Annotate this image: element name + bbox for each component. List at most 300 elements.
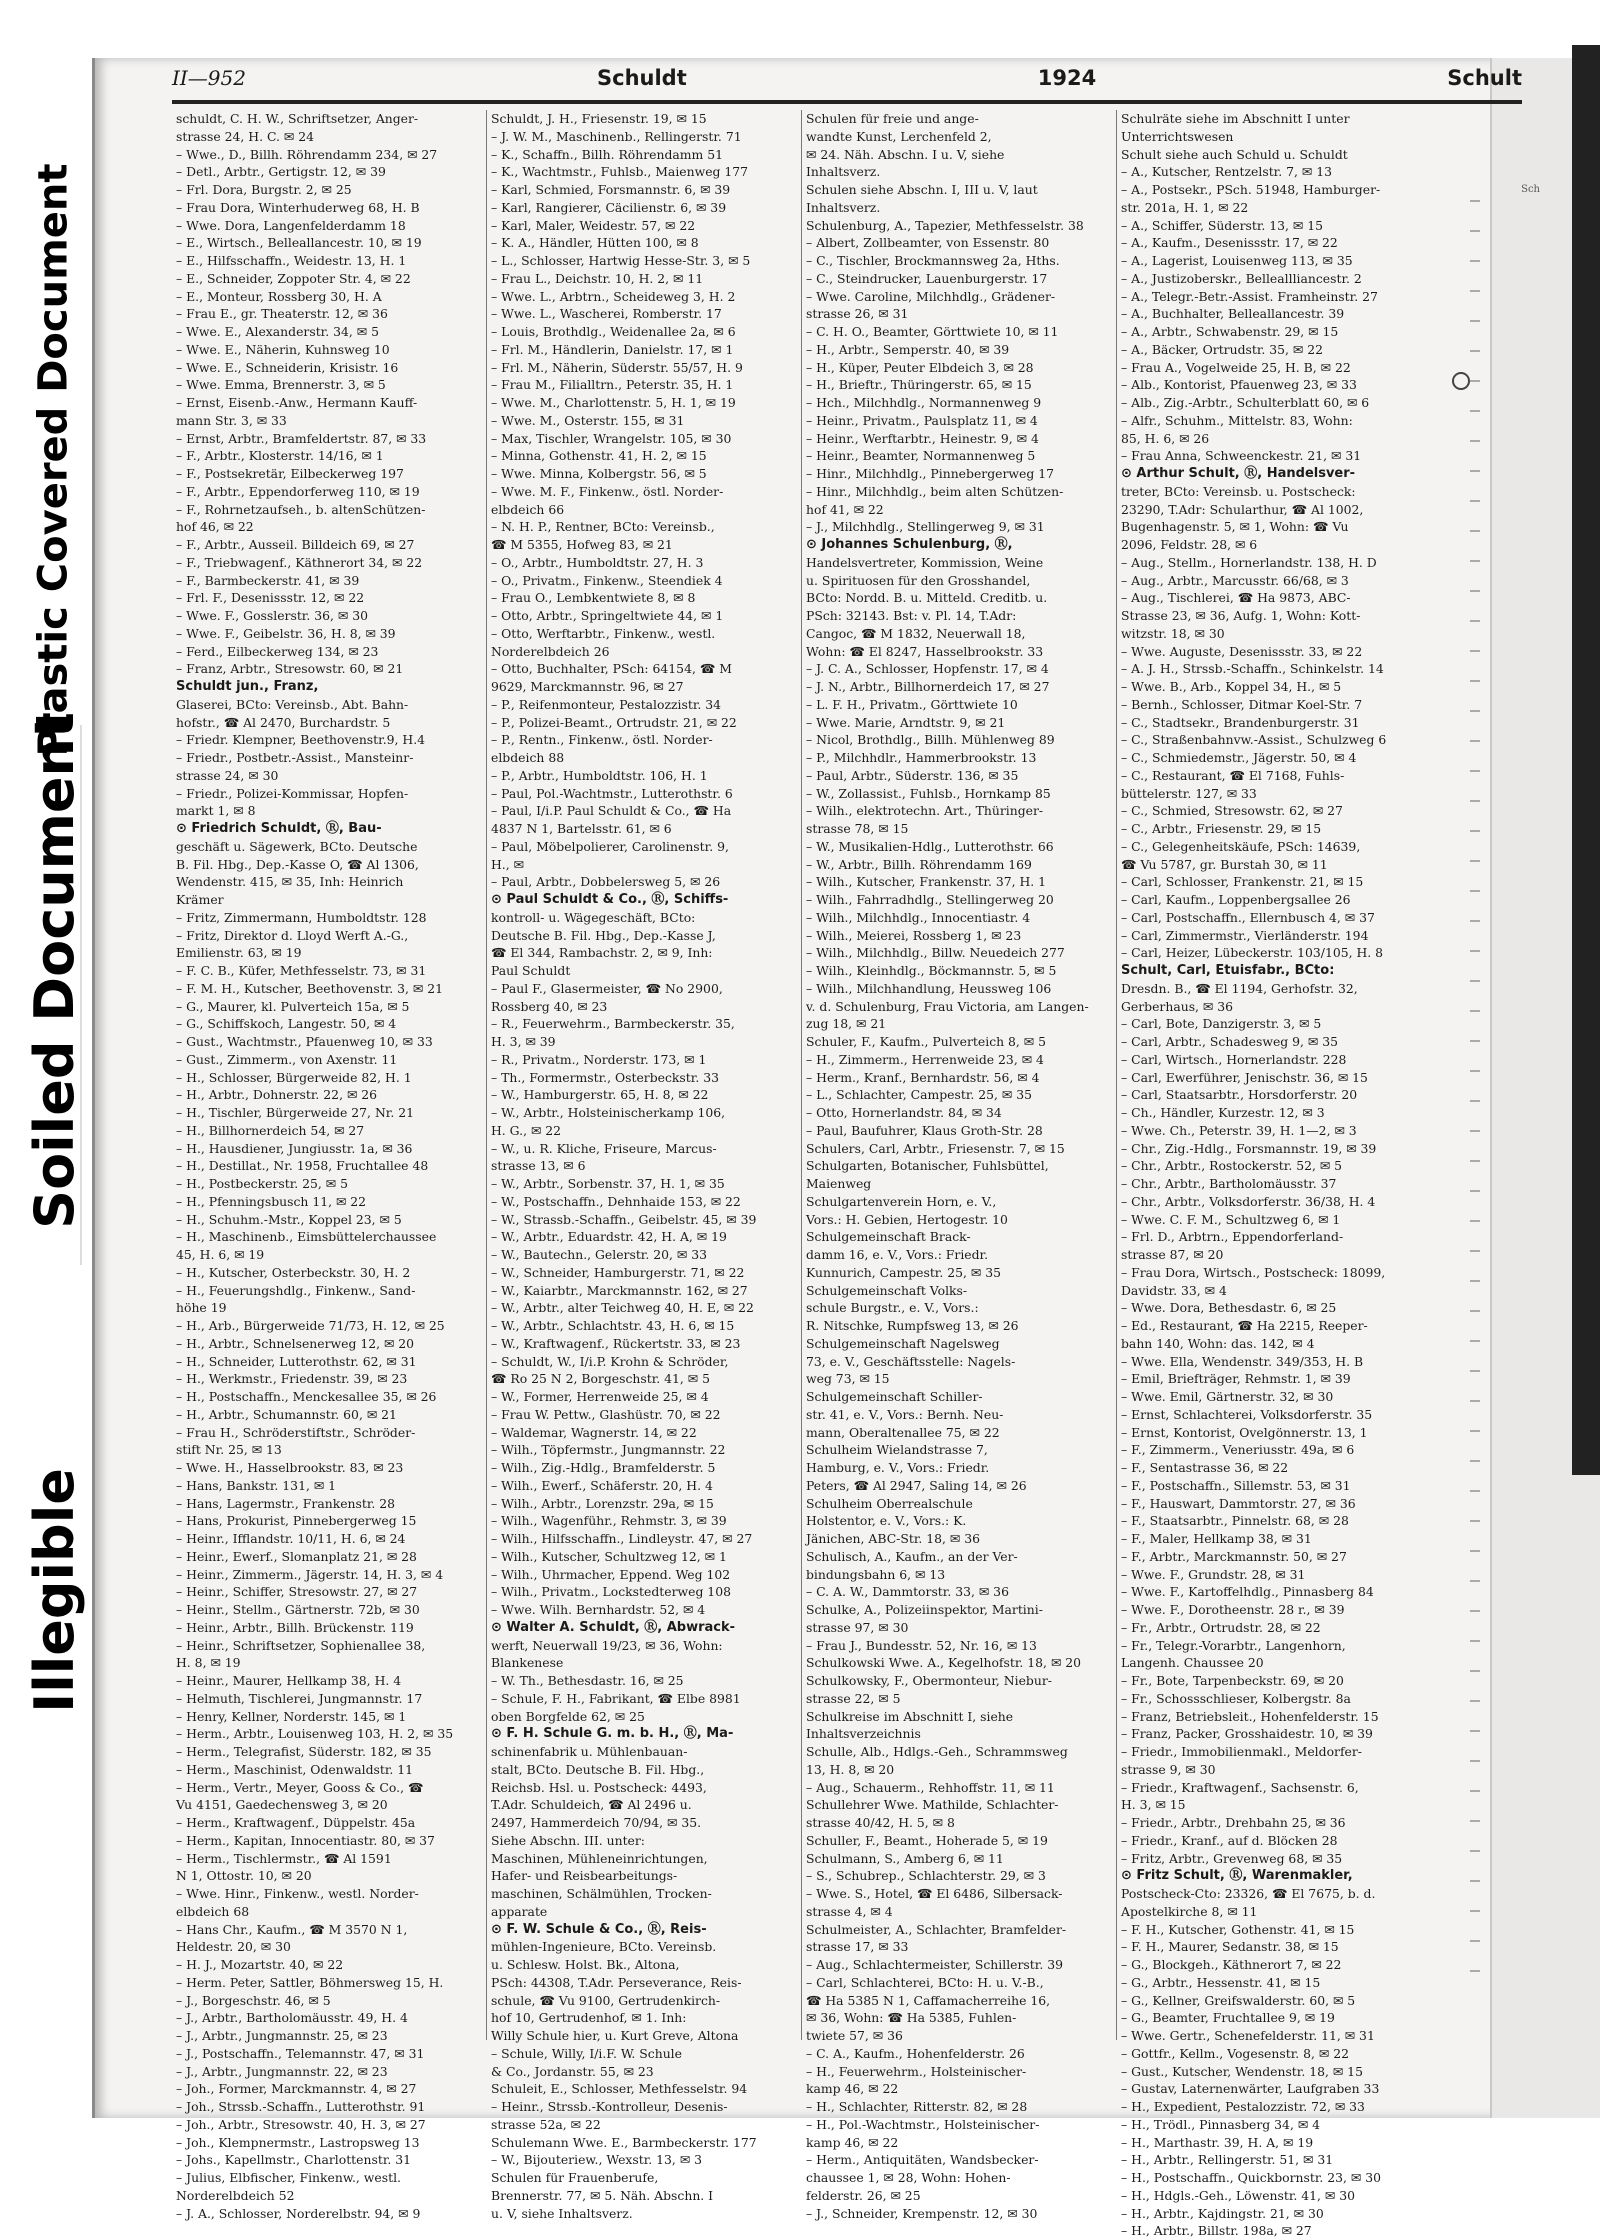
directory-entry: – C., Gelegenheitskäufe, PSch: 14639, (1121, 838, 1361, 854)
directory-entry: Emilienstr. 63, ✉ 19 (176, 945, 302, 961)
directory-entry: Schulen für freie und ange- (806, 111, 979, 126)
directory-entry: T.Adr. Schuldeich, ☎ Al 2496 u. (491, 1797, 692, 1813)
directory-entry: markt 1, ✉ 8 (176, 803, 256, 819)
directory-entry: strasse 40/42, H. 5, ✉ 8 (806, 1815, 955, 1830)
directory-entry: Schulle, Alb., Hdlgs.-Geh., Schrammsweg (806, 1744, 1068, 1759)
directory-entry: 2096, Feldstr. 28, ✉ 6 (1121, 537, 1258, 552)
directory-entry: Maienweg (806, 1176, 872, 1191)
directory-entry: – Heinr., Beamter, Normannenweg 5 (806, 448, 1036, 464)
directory-entry: 2497, Hammerdeich 70/94, ✉ 35. (491, 1815, 702, 1830)
directory-entry: – Wilh., Wagenführ., Rehmstr. 3, ✉ 39 (491, 1513, 727, 1529)
directory-entry: – Wwe. F., Geibelstr. 36, H. 8, ✉ 39 (176, 625, 396, 641)
directory-entry: wandte Kunst, Lerchenfeld 2, (806, 128, 992, 144)
directory-entry: – J., Milchhdlg., Stellingerweg 9, ✉ 31 (806, 519, 1045, 535)
directory-entry: Schulers, Carl, Arbtr., Friesenstr. 7, ✉ 15 (806, 1140, 1065, 1156)
directory-entry: elbdeich 68 (176, 1903, 250, 1919)
column-1 (172, 110, 487, 2221)
directory-entry: – Henry, Kellner, Norderstr. 145, ✉ 1 (176, 1708, 407, 1724)
directory-entry: strasse 22, ✉ 5 (806, 1690, 901, 1706)
directory-entry: – Hch., Milchhdlg., Normannenweg 9 (806, 395, 1042, 410)
directory-entry: Schulkowski Wwe. A., Kegelhofstr. 18, ✉ 20 (806, 1655, 1082, 1671)
directory-entry: – Paul, Möbelpolierer, Carolinenstr. 9, (491, 838, 729, 854)
directory-entry: – Ch., Händler, Kurzestr. 12, ✉ 3 (1121, 1105, 1325, 1120)
directory-entry: – Frl. F., Desenissstr. 12, ✉ 22 (176, 590, 365, 606)
directory-entry: – Hans Chr., Kaufm., ☎ M 3570 N 1, (176, 1921, 408, 1937)
directory-entry: – F., Arbtr., Marckmannstr. 50, ✉ 27 (1121, 1548, 1347, 1564)
directory-entry: ⊙ Arthur Schult, Ⓡ, Handelsver- (1121, 466, 1356, 481)
directory-entry: – H., Werkmstr., Friedenstr. 39, ✉ 23 (176, 1371, 408, 1387)
directory-entry: – J., Arbtr., Bartholomäusstr. 49, H. 4 (176, 2010, 408, 2026)
directory-entry: – J. N., Arbtr., Billhornerdeich 17, ✉ 27 (806, 679, 1050, 694)
directory-entry: – C., Straßenbahnvw.-Assist., Schulzweg 6 (1121, 732, 1387, 748)
directory-entry: – W., Arbtr., Sorbenstr. 37, H. 1, ✉ 35 (491, 1176, 725, 1191)
directory-entry: Schulke, A., Polizeiinspektor, Martini- (806, 1602, 1043, 1617)
directory-entry: Schulkreise im Abschnitt I, siehe (806, 1708, 1014, 1724)
directory-entry: Hamburg, e. V., Vors.: Friedr. (806, 1460, 990, 1475)
directory-entry: Schulenburg, A., Tapezier, Methfesselstr. 38 (806, 217, 1084, 233)
directory-entry: kamp 46, ✉ 22 (806, 2134, 899, 2150)
directory-entry: – Wwe. C. F. M., Schultzweg 6, ✉ 1 (1121, 1211, 1341, 1227)
directory-entry: – Wwe. Ella, Wendenstr. 349/353, H. B (1121, 1353, 1364, 1369)
directory-entry: – Detl., Arbtr., Gertigstr. 12, ✉ 39 (176, 164, 386, 180)
directory-entry: – Wwe. Minna, Kolbergstr. 56, ✉ 5 (491, 466, 707, 481)
directory-entry: – H., Expedient, Pestalozzistr. 72, ✉ 33 (1121, 2099, 1365, 2114)
directory-entry: – Otto, Hornerlandstr. 84, ✉ 34 (806, 1105, 1002, 1120)
directory-entry: – Heinr., Maurer, Hellkamp 38, H. 4 (176, 1673, 402, 1688)
directory-entry: – G., Beamter, Fruchtallee 9, ✉ 19 (1121, 2010, 1335, 2026)
directory-entry: – Friedr., Arbtr., Drehbahn 25, ✉ 36 (1121, 1815, 1346, 1830)
directory-entry: Inhaltsverzeichnis (806, 1726, 921, 1742)
directory-entry: – Ernst, Schlachterei, Volksdorferstr. 35 (1121, 1406, 1373, 1422)
directory-entry: – L., Schlachter, Campestr. 25, ✉ 35 (806, 1087, 1032, 1103)
directory-entry: ☎ M 5355, Hofweg 83, ✉ 21 (491, 537, 673, 552)
directory-entry: – Wwe. H., Hasselbrookstr. 83, ✉ 23 (176, 1460, 404, 1475)
directory-entry: Davidstr. 33, ✉ 4 (1121, 1282, 1227, 1298)
directory-entry: – Helmuth, Tischlerei, Jungmannstr. 17 (176, 1690, 423, 1706)
directory-entry: – H., Arbtr., Semperstr. 40, ✉ 39 (806, 341, 1010, 357)
directory-entry: – Franz, Packer, Grosshaidestr. 10, ✉ 39 (1121, 1726, 1373, 1742)
directory-entry: – H., Feuerungshdlg., Finkenw., Sand- (176, 1282, 416, 1298)
directory-entry: u. Spirituosen für den Grosshandel, (806, 572, 1031, 588)
directory-entry: ⊙ Paul Schuldt & Co., Ⓡ, Schiffs- (491, 892, 729, 907)
directory-entry: Strasse 23, ✉ 36, Aufg. 1, Wohn: Kott- (1121, 608, 1361, 623)
directory-entry: – Friedr., Postbetr.-Assist., Mansteinr- (176, 750, 414, 765)
directory-entry: Schuleit, E., Schlosser, Methfesselstr. 94 (491, 2081, 748, 2097)
directory-entry: – G., Schiffskoch, Langestr. 50, ✉ 4 (176, 1016, 397, 1032)
directory-entry: – Frau E., gr. Theaterstr. 12, ✉ 36 (176, 306, 388, 322)
directory-entry: bindungsbahn 6, ✉ 13 (806, 1566, 946, 1582)
directory-entry: – F., Arbtr., Ausseil. Billdeich 69, ✉ 27 (176, 537, 415, 552)
directory-entry: stalt, BCto. Deutsche B. Fil. Hbg., (491, 1761, 705, 1777)
binding-edge (1572, 45, 1600, 1475)
directory-entry: – F. C. B., Küfer, Methfesselstr. 73, ✉ 31 (176, 963, 427, 978)
directory-entry: ☎ Vu 5787, gr. Burstah 30, ✉ 11 (1121, 856, 1328, 872)
directory-entry: Schulmann, S., Amberg 6, ✉ 11 (806, 1850, 1004, 1866)
directory-entry: – H., Küper, Peuter Elbdeich 3, ✉ 28 (806, 359, 1034, 375)
directory-entry: – H., Schneider, Lutterothstr. 62, ✉ 31 (176, 1353, 417, 1369)
directory-entry: – F., Arbtr., Klosterstr. 14/16, ✉ 1 (176, 448, 384, 464)
directory-entry: hof 10, Gertrudenhof, ✉ 1. Inh: (491, 2010, 687, 2026)
directory-entry: Apostelkirche 8, ✉ 11 (1121, 1903, 1258, 1919)
directory-entry: Schulemann Wwe. E., Barmbeckerstr. 177 (491, 2134, 757, 2150)
directory-entry: – H., Pfenningsbusch 11, ✉ 22 (176, 1193, 367, 1209)
directory-entry: witzstr. 18, ✉ 30 (1121, 625, 1225, 641)
directory-entry: – A., Kaufm., Desenissstr. 17, ✉ 22 (1121, 235, 1338, 251)
soiled-document-label: Soiled Document (22, 711, 86, 1229)
directory-entry: – Otto, Werftarbtr., Finkenw., westl. (491, 625, 716, 641)
directory-entry: – C., Stadtsekr., Brandenburgerstr. 31 (1121, 714, 1360, 730)
page-header (172, 58, 1522, 98)
directory-entry: Handelsvertreter, Kommission, Weine (806, 554, 1044, 570)
directory-entry: chaussee 1, ✉ 28, Wohn: Hohen- (806, 2170, 1011, 2185)
directory-entry: – A. J. H., Strssb.-Schaffn., Schinkelstr. 14 (1121, 661, 1384, 677)
directory-entry: ⊙ F. W. Schule & Co., Ⓡ, Reis- (491, 1921, 707, 1937)
directory-entry: – Herm., Telegrafist, Süderstr. 182, ✉ 35 (176, 1744, 432, 1759)
directory-entry: schule, ☎ Vu 9100, Gertrudenkirch- (491, 1992, 721, 2008)
directory-entry: – P., Rentn., Finkenw., östl. Norder- (491, 732, 713, 748)
directory-entry: Norderelbdeich 26 (491, 643, 610, 659)
directory-entry: – Th., Formermstr., Osterbeckstr. 33 (491, 1069, 719, 1085)
directory-entry: – H., Maschinenb., Eimsbüttelerchaussee (176, 1229, 437, 1245)
directory-entry: – C., Schmied, Stresowstr. 62, ✉ 27 (1121, 803, 1343, 819)
directory-entry: 73, e. V., Geschäftsstelle: Nagels- (806, 1353, 1016, 1369)
directory-entry: – Carl, Bote, Danzigerstr. 3, ✉ 5 (1121, 1016, 1322, 1032)
directory-entry: – W., Kraftwagenf., Rückertstr. 33, ✉ 23 (491, 1335, 741, 1351)
directory-entry: – Wilh., Töpfermstr., Jungmannstr. 22 (491, 1442, 726, 1458)
directory-entry: – Carl, Heizer, Lübeckerstr. 103/105, H. 8 (1121, 945, 1384, 961)
directory-entry: – Franz, Arbtr., Stresowstr. 60, ✉ 21 (176, 661, 404, 677)
directory-entry: – G., Arbtr., Hessenstr. 41, ✉ 15 (1121, 1974, 1321, 1990)
column-4 (1117, 110, 1432, 2239)
directory-entry: – W., u. R. Kliche, Friseure, Marcus- (491, 1140, 717, 1156)
directory-entry: ☎ Ha 5385 N 1, Caffamacherreihe 16, (806, 1992, 1051, 2008)
directory-entry: maschinen, Schälmühlen, Trocken- (491, 1886, 712, 1901)
directory-entry: – H., Tischler, Bürgerweide 27, Nr. 21 (176, 1105, 414, 1120)
directory-entry: – Heinr., Schiffer, Stresowstr. 27, ✉ 27 (176, 1584, 418, 1600)
directory-entry: – P., Polizei-Beamt., Ortrudstr. 21, ✉ 22 (491, 714, 737, 730)
directory-entry: Kunnurich, Campestr. 25, ✉ 35 (806, 1264, 1001, 1280)
header-left-word: Schuldt (597, 66, 687, 90)
directory-entry: – H., Arbtr., Rellingerstr. 51, ✉ 31 (1121, 2152, 1334, 2168)
directory-entry: – Otto, Arbtr., Springeltwiete 44, ✉ 1 (491, 608, 724, 623)
directory-entry: – Frau Dora, Winterhuderweg 68, H. B (176, 199, 420, 215)
directory-entry: – G., Kellner, Greifswalderstr. 60, ✉ 5 (1121, 1992, 1356, 2008)
directory-entry: – Wwe. Dora, Bethesdastr. 6, ✉ 25 (1121, 1300, 1337, 1316)
directory-entry: felderstr. 26, ✉ 25 (806, 2187, 921, 2203)
directory-entry: Schuller, F., Beamt., Hoherade 5, ✉ 19 (806, 1832, 1048, 1848)
directory-entry: – A., Schiffer, Süderstr. 13, ✉ 15 (1121, 217, 1324, 233)
directory-entry: – Aug., Schauerm., Rehhoffstr. 11, ✉ 11 (806, 1779, 1055, 1795)
directory-entry: – Karl, Maler, Weidestr. 57, ✉ 22 (491, 217, 696, 233)
directory-entry: – F., Maler, Hellkamp 38, ✉ 31 (1121, 1531, 1312, 1546)
directory-entry: twiete 57, ✉ 36 (806, 2028, 903, 2043)
directory-entry: – Carl, Arbtr., Schadesweg 9, ✉ 35 (1121, 1034, 1338, 1049)
directory-entry: – W., Strassb.-Schaffn., Geibelstr. 45, ✉ 39 (491, 1211, 757, 1227)
directory-entry: – J. C. A., Schlosser, Hopfenstr. 17, ✉ 4 (806, 661, 1049, 677)
directory-entry: – Carl, Zimmermstr., Vierländerstr. 194 (1121, 927, 1369, 943)
directory-entry: – Minna, Gothenstr. 41, H. 2, ✉ 15 (491, 448, 707, 464)
directory-entry: – F. H., Kutscher, Gothenstr. 41, ✉ 15 (1121, 1921, 1355, 1937)
directory-entry: Krämer (176, 892, 224, 907)
directory-entry: – Wilh., Kutscher, Schultzweg 12, ✉ 1 (491, 1548, 727, 1564)
directory-entry: – C., Tischler, Brockmannsweg 2a, Hths. (806, 253, 1060, 268)
directory-entry: Schulräte siehe im Abschnitt I unter (1121, 111, 1350, 126)
directory-entry: oben Borgfelde 62, ✉ 25 (491, 1708, 645, 1724)
directory-entry: – A., Buchhalter, Belleallancestr. 39 (1121, 306, 1345, 322)
directory-entry: ✉ 24. Näh. Abschn. I u. V, siehe (806, 146, 1005, 162)
directory-entry: – Joh., Klempnermstr., Lastropsweg 13 (176, 2134, 420, 2150)
directory-entry: – Fr., Arbtr., Ortrudstr. 28, ✉ 22 (1121, 1619, 1321, 1635)
directory-entry: u. Schlesw. Holst. Bk., Altona, (491, 1957, 680, 1972)
directory-entry: – Wwe. Emil, Gärtnerstr. 32, ✉ 30 (1121, 1389, 1334, 1404)
directory-entry: – J., Postschaffn., Telemannstr. 47, ✉ 31 (176, 2045, 425, 2061)
directory-entry: – Herm. Peter, Sattler, Böhmersweg 15, H. (176, 1974, 444, 1990)
directory-entry: Paul Schuldt (491, 963, 571, 978)
directory-entry: Unterrichtswesen (1121, 128, 1234, 144)
directory-entry: – Nicol, Brothdlg., Billh. Mühlenweg 89 (806, 732, 1055, 748)
directory-entry: – Heinr., Schriftsetzer, Sophienallee 38, (176, 1637, 426, 1653)
directory-entry: – F. M. H., Kutscher, Beethovenstr. 3, ✉ 21 (176, 980, 443, 996)
directory-entry: – Wilh., elektrotechn. Art., Thüringer- (806, 803, 1044, 819)
directory-entry: – Wilh., Milchhandlung, Heussweg 106 (806, 980, 1052, 996)
directory-entry: – Frl. M., Händlerin, Danielstr. 17, ✉ 1 (491, 341, 734, 357)
directory-entry: – H., Schlosser, Bürgerweide 82, H. 1 (176, 1069, 412, 1085)
directory-entry: 4837 N 1, Bartelsstr. 61, ✉ 6 (491, 821, 672, 836)
directory-entry: – Hans, Bankstr. 131, ✉ 1 (176, 1477, 337, 1493)
column-3 (802, 110, 1117, 2221)
directory-entry: – H., Feuerwehrm., Holsteinischer- (806, 2063, 1027, 2079)
directory-entry: – P., Arbtr., Humboldtstr. 106, H. 1 (491, 767, 708, 783)
directory-entry: Glaserei, BCto: Vereinsb., Abt. Bahn- (176, 696, 409, 712)
directory-entry: Vu 4151, Gaedechensweg 3, ✉ 20 (176, 1797, 388, 1813)
directory-entry: – Wwe. Auguste, Desenissstr. 33, ✉ 22 (1121, 643, 1363, 659)
directory-entry: – Fritz, Direktor d. Lloyd Werft A.-G., (176, 927, 409, 943)
directory-entry: strasse 97, ✉ 30 (806, 1619, 909, 1635)
directory-entry: – Wilh., Meierei, Rossberg 1, ✉ 23 (806, 927, 1022, 943)
directory-entry: Norderelbdeich 52 (176, 2187, 295, 2203)
directory-entry: – Herm., Kranf., Bernhardstr. 56, ✉ 4 (806, 1069, 1040, 1085)
directory-entry: – J., Arbtr., Jungmannstr. 22, ✉ 23 (176, 2063, 388, 2079)
directory-entry: – Gust., Wachtmstr., Pfauenweg 10, ✉ 33 (176, 1034, 433, 1049)
directory-entry: – Albert, Zollbeamter, von Essenstr. 80 (806, 235, 1050, 251)
directory-entry: mann, Oberaltenallee 75, ✉ 22 (806, 1424, 1000, 1440)
directory-entry: – Fr., Bote, Tarpenbeckstr. 69, ✉ 20 (1121, 1673, 1344, 1688)
directory-entry: – Aug., Stellm., Hornerlandstr. 138, H. D (1121, 554, 1377, 570)
directory-entry: – Bernh., Schlosser, Ditmar Koel-Str. 7 (1121, 696, 1363, 712)
directory-entry: H. 3, ✉ 39 (491, 1034, 556, 1049)
directory-entry: – Chr., Arbtr., Volksdorferstr. 36/38, H. 4 (1121, 1193, 1376, 1209)
directory-entry: – K., Wachtmstr., Fuhlsb., Maienweg 177 (491, 164, 749, 180)
directory-entry: – W., Zollassist., Fuhlsb., Hornkamp 85 (806, 785, 1051, 801)
directory-entry: Wohn: ☎ El 8247, Hasselbrookstr. 33 (806, 643, 1044, 659)
directory-entry: – C. H. O., Beamter, Görttwiete 10, ✉ 11 (806, 324, 1059, 339)
directory-entry: Schulgemeinschaft Schiller- (806, 1389, 983, 1404)
directory-entry: – Frl. D., Arbtrn., Eppendorferland- (1121, 1229, 1344, 1245)
directory-entry: – H., Schuhm.-Mstr., Koppel 23, ✉ 5 (176, 1211, 402, 1227)
directory-entry: Schuldt jun., Franz, (176, 679, 319, 694)
directory-entry: Dresdn. B., ☎ El 1194, Gerhofstr. 32, (1121, 980, 1358, 996)
directory-entry: – Hinr., Milchhdlg., beim alten Schützen- (806, 483, 1064, 499)
directory-entry: – P., Milchhdlr., Hammerbrookstr. 13 (806, 750, 1037, 765)
directory-entry: 9629, Marckmannstr. 96, ✉ 27 (491, 679, 684, 694)
directory-entry: – Wwe. F., Kartoffelhdlg., Pinnasberg 84 (1121, 1584, 1374, 1600)
directory-entry: damm 16, e. V., Vors.: Friedr. (806, 1247, 989, 1262)
directory-entry: Schulmeister, A., Schlachter, Bramfelder- (806, 1921, 1067, 1937)
directory-entry: – Frau M., Filialltrn., Peterstr. 35, H. 1 (491, 377, 734, 393)
directory-entry: strasse 26, ✉ 31 (806, 306, 909, 322)
directory-entry: ⊙ F. H. Schule G. m. b. H., Ⓡ, Ma- (491, 1726, 734, 1742)
directory-entry: mann Str. 3, ✉ 33 (176, 412, 287, 428)
directory-entry: – H., Pol.-Wachtmstr., Holsteinischer- (806, 2116, 1040, 2132)
directory-entry: – Gust., Zimmerm., von Axenstr. 11 (176, 1051, 398, 1067)
directory-entry: Schult, Carl, Etuisfabr., BCto: (1121, 963, 1335, 978)
directory-entry: strasse 4, ✉ 4 (806, 1903, 893, 1919)
directory-entry: BCto: Nordd. B. u. Mitteld. Creditb. u. (806, 590, 1048, 606)
directory-entry: – H., Schlachter, Ritterstr. 82, ✉ 28 (806, 2099, 1028, 2114)
directory-entry: strasse 24, ✉ 30 (176, 767, 279, 783)
directory-entry: Willy Schule hier, u. Kurt Greve, Altona (491, 2028, 739, 2043)
directory-entry: – H., Postschaffn., Menckesallee 35, ✉ 26 (176, 1389, 437, 1404)
directory-entry: kamp 46, ✉ 22 (806, 2081, 899, 2097)
directory-entry: – H., Postbeckerstr. 25, ✉ 5 (176, 1176, 348, 1191)
directory-entry: Blankenese (491, 1655, 564, 1671)
directory-entry: – Waldemar, Wagnerstr. 14, ✉ 22 (491, 1424, 697, 1440)
directory-entry: – Heinr., Privatm., Paulsplatz 11, ✉ 4 (806, 412, 1038, 428)
directory-entry: strasse 87, ✉ 20 (1121, 1247, 1224, 1262)
directory-entry: N 1, Ottostr. 10, ✉ 20 (176, 1868, 312, 1884)
directory-entry: – Karl, Rangierer, Cäcilienstr. 6, ✉ 39 (491, 199, 727, 215)
directory-entry: – H., Arbtr., Kajdingstr. 21, ✉ 30 (1121, 2205, 1324, 2221)
directory-entry: ☎ Ro 25 N 2, Borgeschstr. 41, ✉ 5 (491, 1371, 711, 1387)
directory-entry: strasse 52a, ✉ 22 (491, 2116, 601, 2132)
directory-entry: – W., Bijouteriew., Wexstr. 13, ✉ 3 (491, 2152, 703, 2168)
directory-entry: v. d. Schulenburg, Frau Victoria, am Langen- (806, 998, 1089, 1014)
directory-entry: H., ✉ (491, 856, 525, 872)
directory-entry: werft, Neuerwall 19/23, ✉ 36, Wohn: (491, 1637, 723, 1653)
directory-entry: – Herm., Kapitan, Innocentiastr. 80, ✉ 37 (176, 1832, 435, 1848)
directory-entry: – Louis, Brothdlg., Weidenallee 2a, ✉ 6 (491, 324, 736, 339)
registration-mark (1452, 372, 1470, 390)
directory-entry: – A., Postsekr., PSch. 51948, Hamburger- (1121, 182, 1381, 197)
directory-entry: – Schuldt, W., I/i.P. Krohn & Schröder, (491, 1353, 729, 1369)
directory-entry: – H., Destillat., Nr. 1958, Fruchtallee 48 (176, 1158, 429, 1174)
directory-entry: – C., Arbtr., Friesenstr. 29, ✉ 15 (1121, 821, 1322, 836)
directory-entry: – J. A., Schlosser, Norderelbstr. 94, ✉ 9 (176, 2205, 421, 2221)
directory-entry: Langenh. Chaussee 20 (1121, 1655, 1264, 1671)
directory-entry: – Wilh., Milchhdlg., Innocentiastr. 4 (806, 909, 1031, 925)
directory-entry: – Wilh., Milchhdlg., Billw. Neuedeich 277 (806, 945, 1065, 961)
directory-entry: – H., Marthastr. 39, H. A, ✉ 19 (1121, 2134, 1314, 2150)
directory-entry: – C., Steindrucker, Lauenburgerstr. 17 (806, 270, 1048, 286)
directory-entry: Schulen für Frauenberufe, (491, 2170, 659, 2185)
directory-entry: – Fritz, Zimmermann, Humboldtstr. 128 (176, 909, 427, 925)
directory-entry: Schulgemeinschaft Brack- (806, 1229, 971, 1245)
directory-entry: – H., Arbtr., Billstr. 198a, ✉ 27 (1121, 2223, 1312, 2239)
directory-entry: – Alb., Zig.-Arbtr., Schulterblatt 60, ✉ 6 (1121, 395, 1370, 410)
directory-entry: – Wwe. S., Hotel, ☎ El 6486, Silbersack- (806, 1886, 1063, 1901)
directory-entry: – Wwe. E., Schneiderin, Krisistr. 16 (176, 359, 399, 375)
directory-entry: – Heinr., Stellm., Gärtnerstr. 72b, ✉ 30 (176, 1602, 420, 1617)
directory-entry: Heldestr. 20, ✉ 30 (176, 1939, 291, 1955)
directory-entry: – Herm., Tischlermstr., ☎ Al 1591 (176, 1850, 392, 1866)
directory-entry: – Fr., Schossschlieser, Kolbergstr. 8a (1121, 1690, 1351, 1706)
directory-entry: – A., Telegr.-Betr.-Assist. Framheinstr. 27 (1121, 288, 1378, 304)
directory-entry: – O., Arbtr., Humboldtstr. 27, H. 3 (491, 554, 704, 570)
directory-entry: Schult siehe auch Schuld u. Schuldt (1121, 146, 1348, 162)
directory-entry: strasse 24, H. C. ✉ 24 (176, 128, 314, 144)
directory-entry: – E., Monteur, Rossberg 30, H. A (176, 288, 382, 304)
directory-entry: – Carl, Schlachterei, BCto: H. u. V.-B., (806, 1974, 1044, 1990)
directory-entry: – F., Barmbeckerstr. 41, ✉ 39 (176, 572, 360, 588)
directory-entry: – Carl, Kaufm., Loppenbergsallee 26 (1121, 892, 1351, 907)
directory-entry: 13, H. 8, ✉ 20 (806, 1761, 895, 1777)
directory-entry: str. 201a, H. 1, ✉ 22 (1121, 199, 1249, 215)
directory-entry: – Hinr., Milchhdlg., Pinnebergerweg 17 (806, 466, 1054, 481)
directory-entry: Bugenhagenstr. 5, ✉ 1, Wohn: ☎ Vu (1121, 519, 1349, 535)
directory-entry: – Wilh., Kleinhdlg., Böckmannstr. 5, ✉ 5 (806, 963, 1057, 978)
directory-entry: – Wwe. Emma, Brennerstr. 3, ✉ 5 (176, 377, 386, 393)
directory-entry: – Joh., Arbtr., Stresowstr. 40, H. 3, ✉ 27 (176, 2116, 426, 2132)
directory-entry: – Wwe. F., Gosslerstr. 36, ✉ 30 (176, 608, 368, 623)
directory-entry: apparate (491, 1903, 548, 1919)
directory-entry: – Wilh., Privatm., Lockstedterweg 108 (491, 1584, 731, 1600)
directory-entry: Gerberhaus, ✉ 36 (1121, 998, 1234, 1014)
directory-entry: R. Nitschke, Rumpfsweg 13, ✉ 26 (806, 1318, 1019, 1333)
directory-entry: – Paul, Arbtr., Süderstr. 136, ✉ 35 (806, 767, 1019, 783)
dotted-guide-line (1470, 200, 1480, 2000)
directory-entry: – Gustav, Laternenwärter, Laufgraben 33 (1121, 2081, 1380, 2097)
directory-entry: ⊙ Walter A. Schuldt, Ⓡ, Abwrack- (491, 1619, 736, 1635)
directory-entry: – W., Kaiarbtr., Marckmannstr. 162, ✉ 27 (491, 1282, 748, 1298)
directory-entry: – Paul, Arbtr., Dobbelersweg 5, ✉ 26 (491, 874, 721, 890)
directory-entry: – F., Triebwagenf., Käthnerort 34, ✉ 22 (176, 554, 423, 570)
directory-entry: Schuler, F., Kaufm., Pulverteich 8, ✉ 5 (806, 1034, 1047, 1049)
directory-entry: u. V, siehe Inhaltsverz. (491, 2205, 633, 2221)
directory-entry: – J., Arbtr., Jungmannstr. 25, ✉ 23 (176, 2028, 388, 2043)
directory-entry: – Fr., Telegr.-Vorarbtr., Langenhorn, (1121, 1637, 1346, 1653)
directory-entry: – Friedr., Kranf., auf d. Blöcken 28 (1121, 1832, 1338, 1848)
directory-entry: – Wwe. Caroline, Milchhdlg., Grädener- (806, 288, 1056, 304)
directory-entry: kontroll- u. Wägegeschäft, BCto: (491, 909, 696, 925)
directory-entry: schuldt, C. H. W., Schriftsetzer, Anger- (176, 111, 419, 126)
directory-entry: – Paul, I/i.P. Paul Schuldt & Co., ☎ Ha (491, 803, 732, 819)
directory-entry: – Carl, Ewerführer, Jenischstr. 36, ✉ 15 (1121, 1069, 1368, 1085)
directory-entry: H. 8, ✉ 19 (176, 1655, 241, 1671)
directory-entry: hof 46, ✉ 22 (176, 519, 254, 535)
directory-entry: B. Fil. Hbg., Dep.-Kasse O, ☎ Al 1306, (176, 856, 419, 872)
directory-entry: – A., Lagerist, Louisenweg 113, ✉ 35 (1121, 253, 1353, 268)
directory-entry: – W., Bautechn., Gelerstr. 20, ✉ 33 (491, 1247, 707, 1262)
directory-entry: – A., Kutscher, Rentzelstr. 7, ✉ 13 (1121, 164, 1332, 180)
directory-entry: – Friedr., Kraftwagenf., Sachsenstr. 6, (1121, 1779, 1359, 1795)
directory-entry: – Ernst, Kontorist, Ovelgönnerstr. 13, 1 (1121, 1424, 1368, 1440)
directory-entry: – Wwe. Marie, Arndtstr. 9, ✉ 21 (806, 714, 1006, 730)
directory-entry: str. 41, e. V., Vors.: Bernh. Neu- (806, 1406, 1004, 1422)
directory-entry: geschäft u. Sägewerk, BCto. Deutsche (176, 838, 418, 854)
directory-entry: – H., Brieftr., Thüringerstr. 65, ✉ 15 (806, 377, 1032, 393)
directory-entry: – G., Blockgeh., Käthnerort 7, ✉ 22 (1121, 1957, 1342, 1972)
directory-entry: – C., Restaurant, ☎ El 7168, Fuhls- (1121, 767, 1345, 783)
directory-entry: – Carl, Staatsarbtr., Horsdorferstr. 20 (1121, 1087, 1358, 1103)
directory-entry: – Friedr., Polizei-Kommissar, Hopfen- (176, 785, 409, 801)
directory-entry: strasse 78, ✉ 15 (806, 821, 909, 836)
directory-entry: – Wwe. L., Arbtrn., Scheideweg 3, H. 2 (491, 288, 736, 304)
directory-entry: Inhaltsverz. (806, 199, 881, 215)
directory-entry: stift Nr. 25, ✉ 13 (176, 1442, 282, 1458)
directory-entry: – Ernst, Arbtr., Bramfeldertstr. 87, ✉ 33 (176, 430, 427, 446)
directory-entry: – Gust., Kutscher, Wendenstr. 18, ✉ 15 (1121, 2063, 1363, 2079)
directory-entry: – Wwe. M., Charlottenstr. 5, H. 1, ✉ 19 (491, 395, 736, 410)
